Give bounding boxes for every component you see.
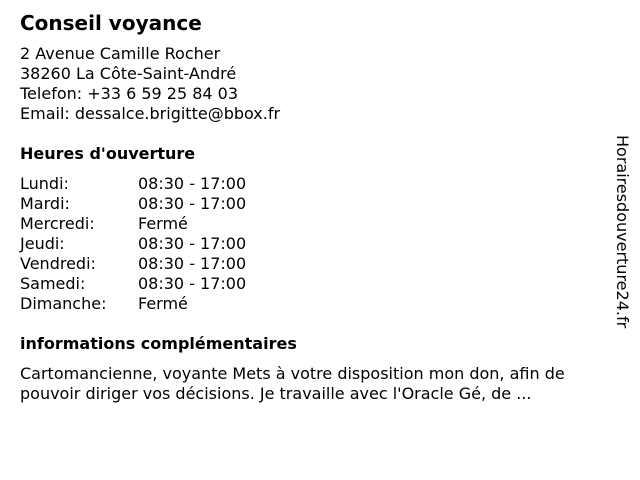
phone-number: Telefon: +33 6 59 25 84 03 xyxy=(20,84,239,103)
hours-row-sunday xyxy=(20,294,246,314)
day-label: Mercredi: xyxy=(20,214,95,233)
hours-row-wednesday xyxy=(20,214,246,234)
day-label: Lundi: xyxy=(20,174,69,193)
day-label: Jeudi: xyxy=(20,234,65,253)
day-hours: 08:30 - 17:00 xyxy=(138,174,247,193)
day-label: Vendredi: xyxy=(20,254,96,273)
email-address: Email: dessalce.brigitte@bbox.fr xyxy=(20,104,281,123)
day-label: Samedi: xyxy=(20,274,86,293)
day-label: Dimanche: xyxy=(20,294,107,313)
day-hours: 08:30 - 17:00 xyxy=(138,274,247,293)
hours-row-thursday xyxy=(20,234,246,254)
day-hours: Fermé xyxy=(138,214,188,233)
hours-table xyxy=(20,174,246,314)
day-hours: 08:30 - 17:00 xyxy=(138,234,247,253)
site-watermark: Horairesdouverture24.fr xyxy=(613,135,632,329)
contact-block xyxy=(20,44,280,124)
day-hours: Fermé xyxy=(138,294,188,313)
hours-row-tuesday xyxy=(20,194,246,214)
info-description: Cartomancienne, voyante Mets à votre disposition mon don, afin de pouvoir diriger vos décisions. Je travaille avec l'Oracle Gé, de ... xyxy=(20,364,565,403)
hours-heading: Heures d'ouverture xyxy=(20,144,196,163)
day-hours: 08:30 - 17:00 xyxy=(138,254,247,273)
business-name: Conseil voyance xyxy=(20,11,202,35)
address-city: 38260 La Côte-Saint-André xyxy=(20,64,237,83)
day-hours: 08:30 - 17:00 xyxy=(138,194,247,213)
hours-row-saturday xyxy=(20,274,246,294)
day-label: Mardi: xyxy=(20,194,70,213)
hours-row-friday xyxy=(20,254,246,274)
hours-row-monday xyxy=(20,174,246,194)
address-street: 2 Avenue Camille Rocher xyxy=(20,44,221,63)
info-heading: informations complémentaires xyxy=(20,334,297,353)
